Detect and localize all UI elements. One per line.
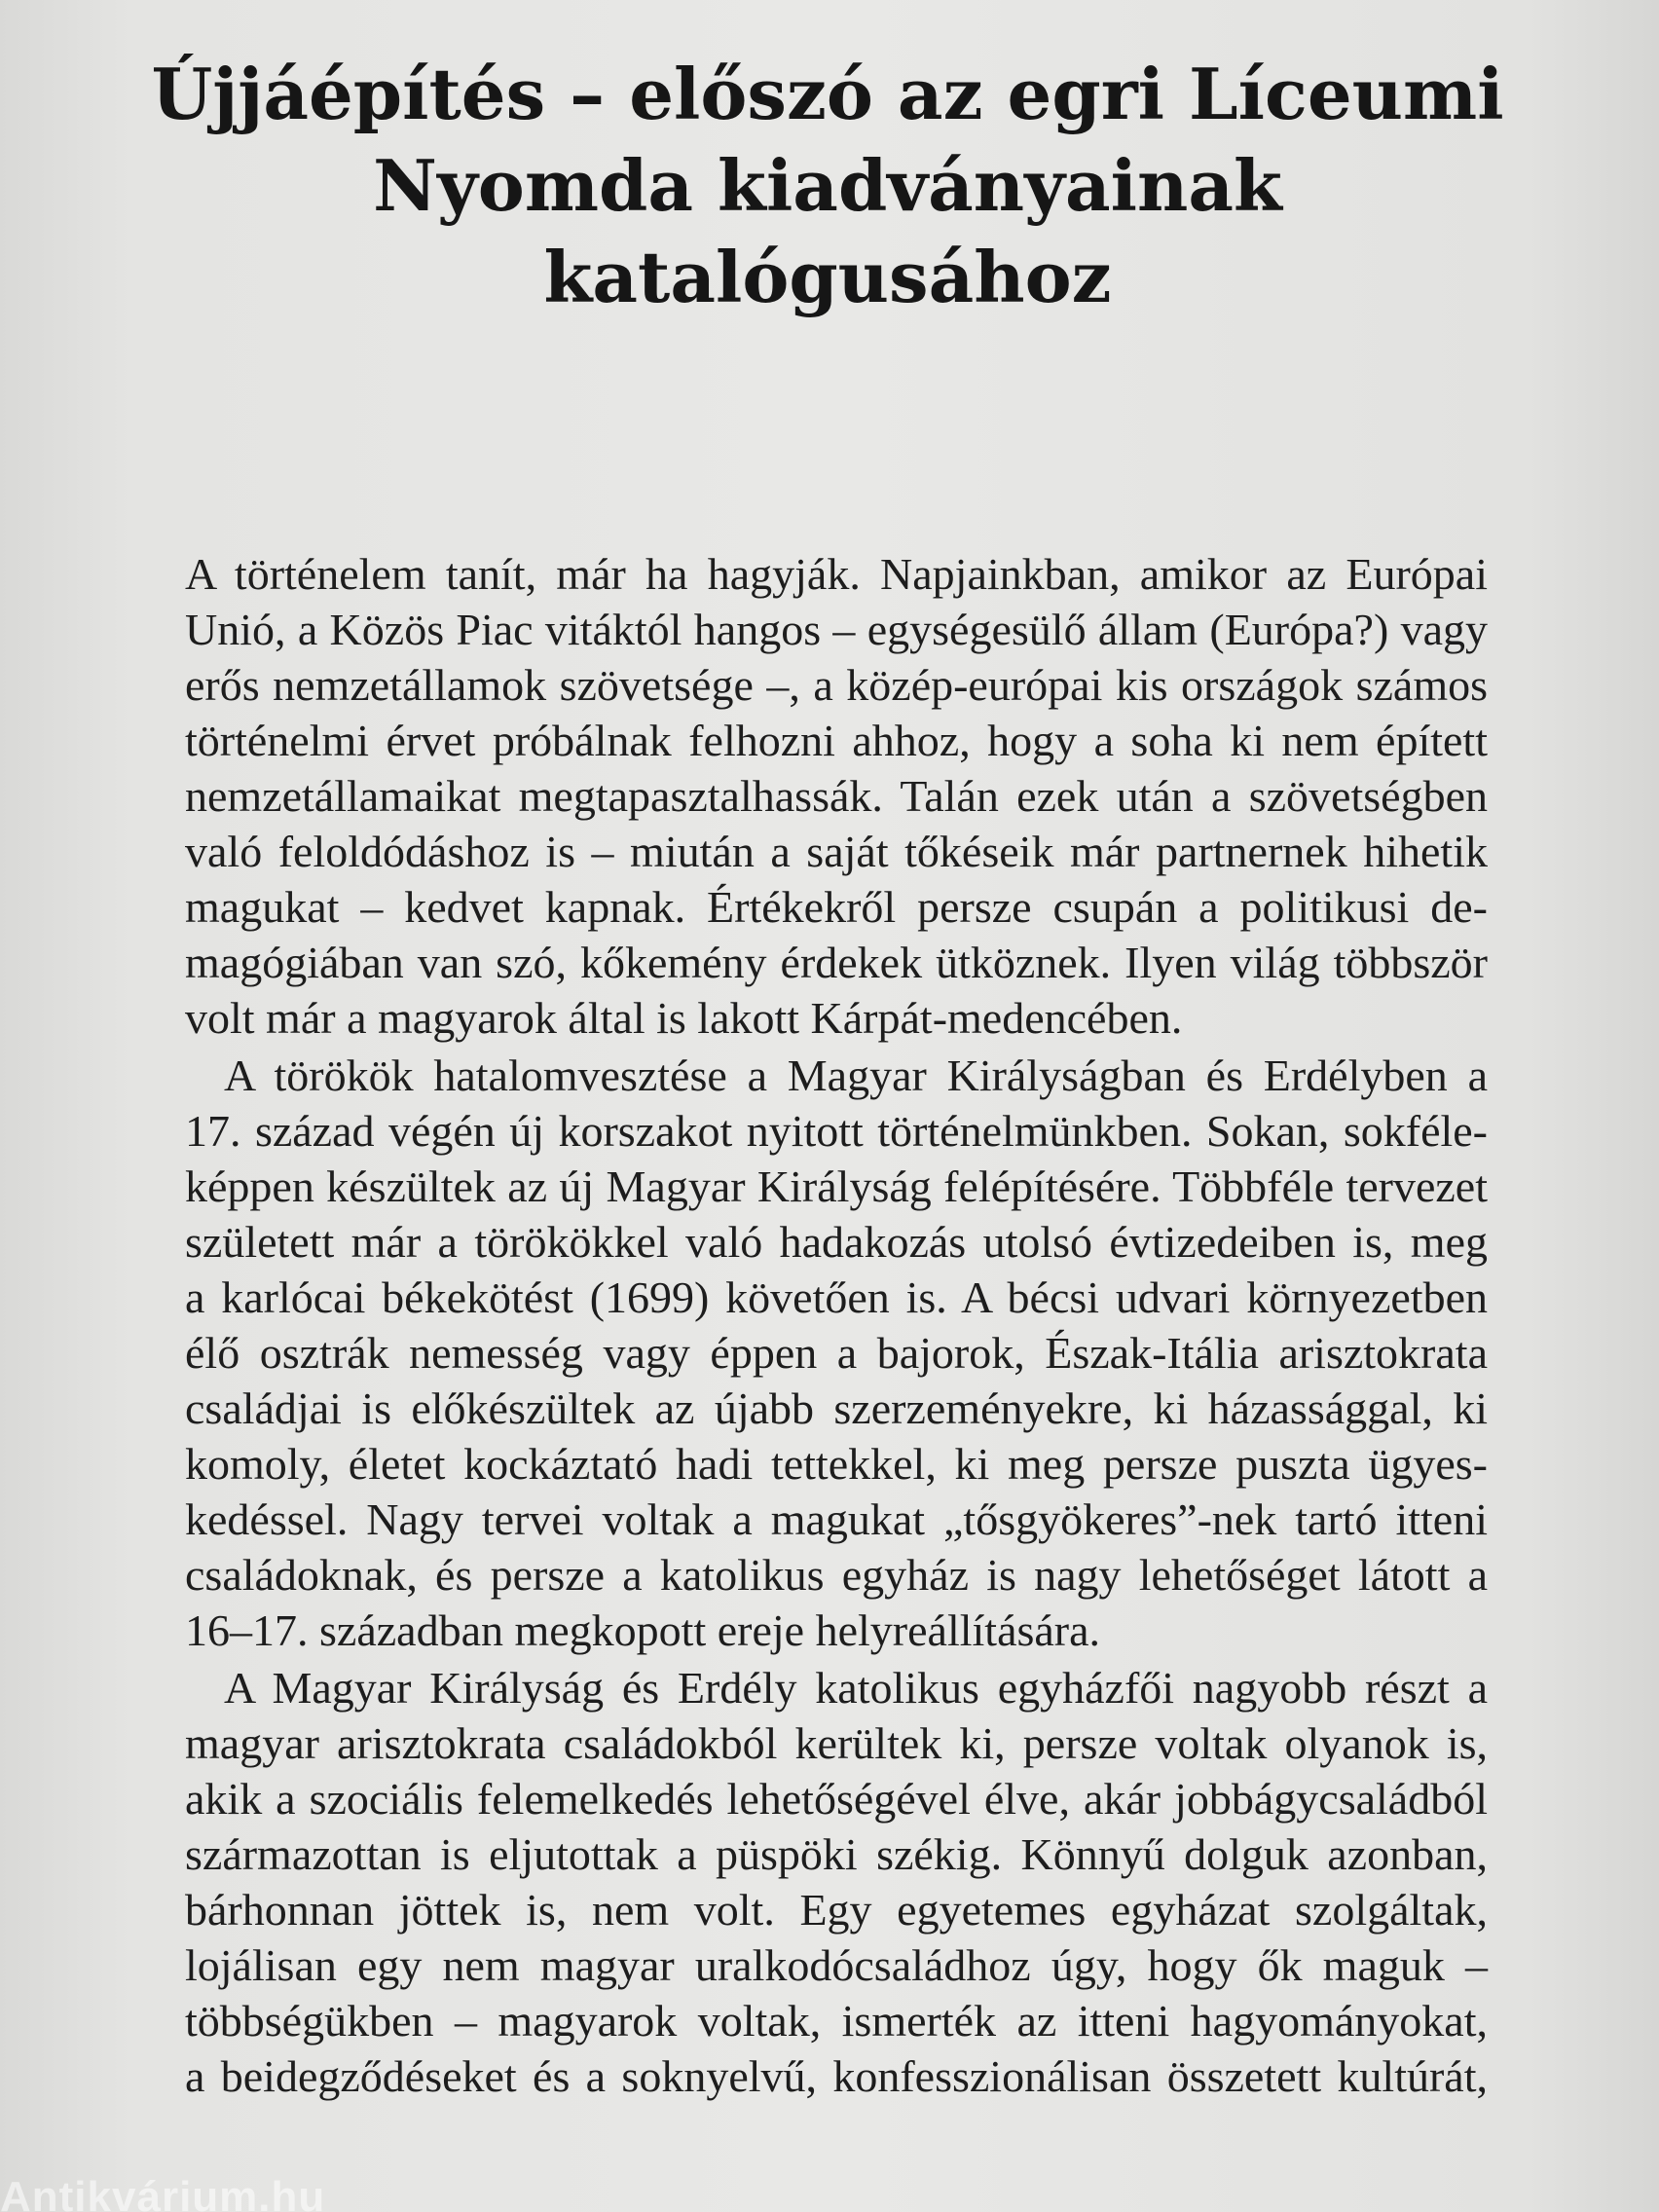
text-line: családjai is előkészültek az újabb szerzeményekre, ki házassággal, ki <box>185 1383 1488 1433</box>
body-text <box>185 546 1488 2104</box>
paragraph-1 <box>185 546 1488 1046</box>
paragraph-2 <box>185 1048 1488 1658</box>
title-line: Újjáépítés – előszó az egri Líceumi <box>151 53 1504 135</box>
text-line: történelmi érvet próbálnak felhozni ahhoz, hogy a soha ki nem épített <box>185 716 1488 765</box>
paragraph-3 <box>185 1660 1488 2104</box>
watermark: Antikvárium.hu <box>0 2173 326 2212</box>
text-line: kedéssel. Nagy tervei voltak a magukat „tősgyökeres”-nek tartó itteni <box>185 1494 1488 1544</box>
text-line: Unió, a Közös Piac vitáktól hangos – egységesülő állam (Európa?) vagy <box>185 605 1488 654</box>
text-line: 16–17. században megkopott ereje helyreállítására. <box>185 1605 1101 1655</box>
page-title <box>146 49 1509 323</box>
text-line: többségükben – magyarok voltak, ismerték az itteni hagyományokat, <box>185 1996 1488 2046</box>
text-line: bárhonnan jöttek is, nem volt. Egy egyetemes egyházat szolgáltak, <box>185 1885 1488 1935</box>
text-line: akik a szociális felemelkedés lehetőségével élve, akár jobbágycsaládból <box>185 1774 1488 1824</box>
text-line: komoly, életet kockáztató hadi tettekkel, ki meg persze puszta ügyes- <box>185 1439 1488 1489</box>
text-line: A törökök hatalomvesztése a Magyar Királyságban és Erdélyben a <box>224 1051 1488 1100</box>
text-line: magukat – kedvet kapnak. Értékekről persze csupán a politikusi de- <box>185 882 1488 932</box>
text-line: magógiában van szó, kőkemény érdekek ütköznek. Ilyen világ többször <box>185 938 1488 987</box>
text-line: való feloldódáshoz is – miután a saját tőkéseik már partnernek hihetik <box>185 827 1488 876</box>
text-line: a karlócai békekötést (1699) követően is. A bécsi udvari környezetben <box>185 1272 1488 1322</box>
text-line: 17. század végén új korszakot nyitott történelmünkben. Sokan, sokféle- <box>185 1106 1488 1156</box>
text-line: lojálisan egy nem magyar uralkodócsaládhoz úgy, hogy ők maguk – <box>185 1940 1488 1990</box>
text-line: született már a törökökkel való hadakozás utolsó évtizedeiben is, meg <box>185 1217 1488 1267</box>
text-line: származottan is eljutottak a püspöki székig. Könnyű dolguk azonban, <box>185 1829 1488 1879</box>
text-line: képpen készültek az új Magyar Királyság felépítésére. Többféle tervezet <box>185 1161 1488 1211</box>
text-line: magyar arisztokrata családokból kerültek ki, persze voltak olyanok is, <box>185 1718 1488 1768</box>
text-line: A Magyar Királyság és Erdély katolikus egyházfői nagyobb részt a <box>224 1663 1488 1713</box>
text-line: A történelem tanít, már ha hagyják. Napjainkban, amikor az Európai <box>185 549 1488 599</box>
text-line: nemzetállamaikat megtapasztalhassák. Talán ezek után a szövetségben <box>185 771 1488 821</box>
text-line: erős nemzetállamok szövetsége –, a közép-európai kis országok számos <box>185 660 1488 710</box>
text-line: családoknak, és persze a katolikus egyház is nagy lehetőséget látott a <box>185 1550 1488 1600</box>
text-line: a beidegződéseket és a soknyelvű, konfesszionálisan összetett kultúrát, <box>185 2051 1488 2101</box>
title-line: Nyomda kiadványainak <box>373 144 1282 227</box>
text-line: élő osztrák nemesség vagy éppen a bajorok, Észak-Itália arisztokrata <box>185 1328 1488 1378</box>
title-line: katalógusához <box>543 236 1112 318</box>
text-line: volt már a magyarok által is lakott Kárpát-medencében. <box>185 993 1183 1043</box>
